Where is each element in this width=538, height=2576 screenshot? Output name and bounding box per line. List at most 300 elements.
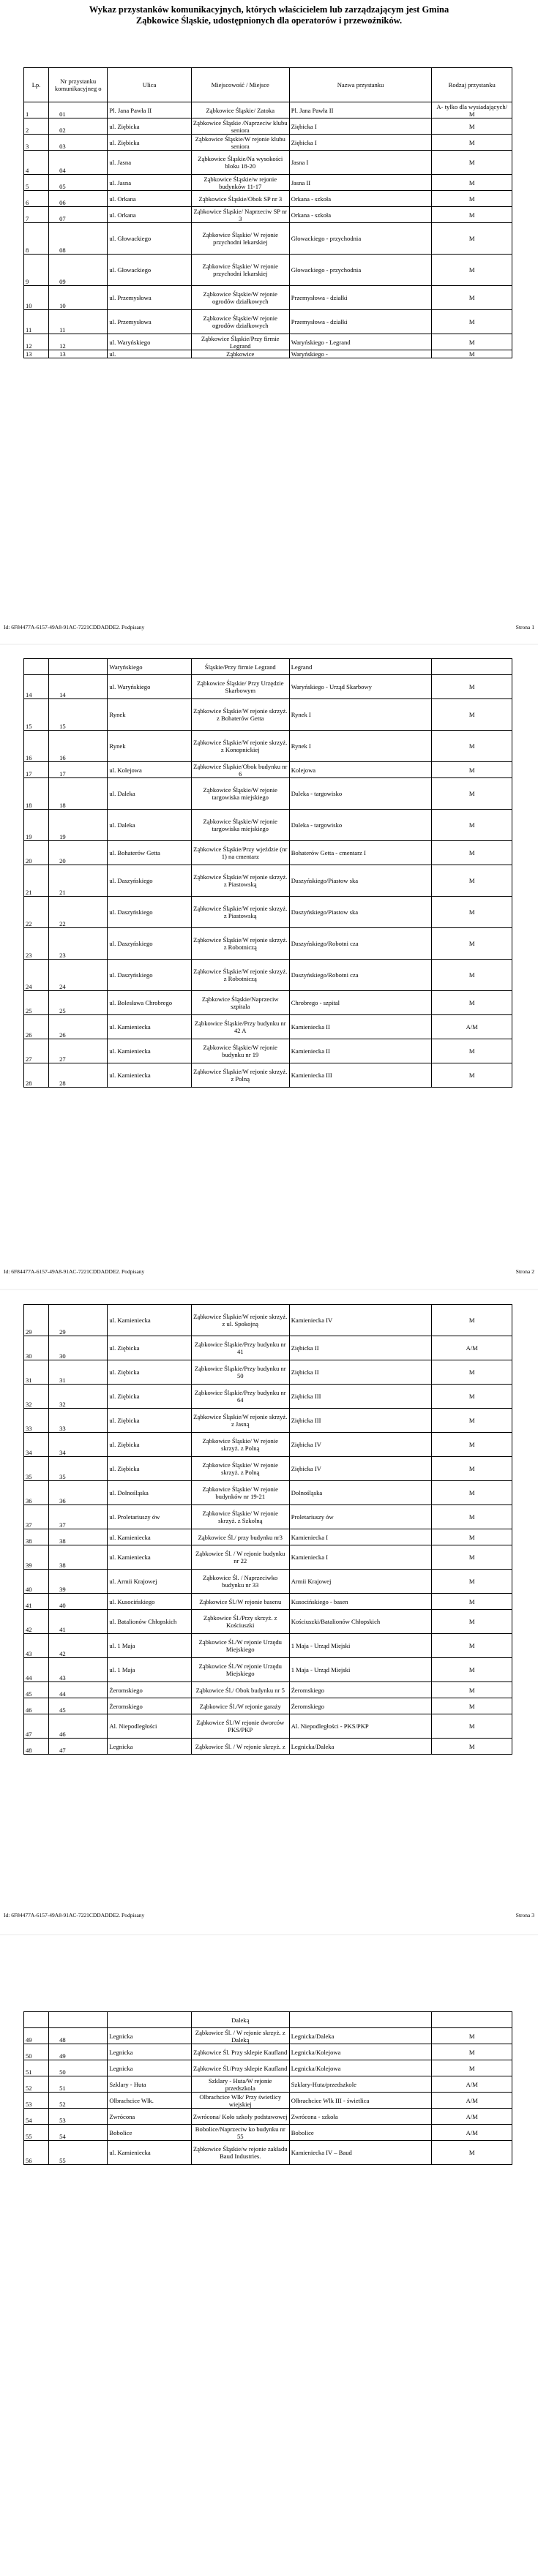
cell-stop-type: M xyxy=(432,255,512,286)
table-row xyxy=(24,1039,512,1063)
cell-stop-name: Chrobrego - szpital xyxy=(289,991,432,1015)
table-row xyxy=(24,928,512,960)
table-row xyxy=(24,2093,512,2109)
cell-location: Ząbkowice Śląskie/W rejonie skrzyż. z Piastowską xyxy=(191,865,289,897)
cell-stop-number: 53 xyxy=(49,2109,108,2125)
cell-stop-name: Ziębicka III xyxy=(289,1385,432,1409)
cell-location: Ząbkowice Śląskie/Naprzeciw szpitala xyxy=(191,991,289,1015)
cell-stop-number: 55 xyxy=(49,2141,108,2165)
cell-stop-name: Pl. Jana Pawła II xyxy=(289,102,432,118)
table-row xyxy=(24,1570,512,1594)
cell-stop-type: M xyxy=(432,1385,512,1409)
cell-stop-type: M xyxy=(432,675,512,699)
cell-stop-name: Szklary-Huta/przedszkole xyxy=(289,2076,432,2093)
table-row xyxy=(24,118,512,135)
cell-stop-number: 47 xyxy=(49,1739,108,1755)
cell-row-number: 53 xyxy=(24,2093,49,2109)
cell-stop-number: 06 xyxy=(49,191,108,207)
cell-street: Pl. Jana Pawła II xyxy=(108,102,191,118)
cell-location: Ząbkowice Śląskie/W rejonie targowiska miejskiego xyxy=(191,810,289,841)
cell-stop-number: 27 xyxy=(49,1039,108,1063)
title-line-1: Wykaz przystanków komunikacyjnych, których właścicielem lub zarządzającym jest Gmina xyxy=(89,4,449,15)
table-row xyxy=(24,255,512,286)
table-row xyxy=(24,2044,512,2060)
table-row xyxy=(24,699,512,731)
cell-stop-type: M xyxy=(432,1039,512,1063)
cell-stop-type: A/M xyxy=(432,2125,512,2141)
cell-stop-type: M xyxy=(432,2060,512,2076)
table-row xyxy=(24,135,512,151)
table-row xyxy=(24,1610,512,1634)
cell-stop-type: M xyxy=(432,1505,512,1529)
cell-row-number: 46 xyxy=(24,1698,49,1714)
cell-row-number: 52 xyxy=(24,2076,49,2093)
cell-stop-name: Kamieniecka II xyxy=(289,1015,432,1039)
cell-stop-name: Orkana - szkoła xyxy=(289,207,432,223)
cell-street: Szklary - Huta xyxy=(108,2076,191,2093)
cell-street: Żeromskiego xyxy=(108,1698,191,1714)
document-id: Id: 6F84477A-6157-49A8-91AC-7221CDDADDE2. Podpisany xyxy=(4,624,145,630)
cell-row-number: 16 xyxy=(24,731,49,762)
cell-stop-name: Głowackiego - przychodnia xyxy=(289,223,432,255)
cell-row-number: 19 xyxy=(24,810,49,841)
cell-row-number: 7 xyxy=(24,207,49,223)
cell-street: ul. Ziębicka xyxy=(108,1336,191,1360)
cell-row-number: 25 xyxy=(24,991,49,1015)
cell-street: ul. Proletariuszy ów xyxy=(108,1505,191,1529)
cell-stop-number: 08 xyxy=(49,223,108,255)
table-row xyxy=(24,1698,512,1714)
cell-stop-type: M xyxy=(432,699,512,731)
cell-location: Ząbkowice Śląskie/Przy budynku nr 41 xyxy=(191,1336,289,1360)
cell-stop-number: 09 xyxy=(49,255,108,286)
table-row xyxy=(24,865,512,897)
page-1 xyxy=(0,0,538,644)
cell-location: Ząbkowice Śląskie/ W rejonie przychodni lekarskiej xyxy=(191,255,289,286)
cell-stop-number: 02 xyxy=(49,118,108,135)
cell-stop-type: A/M xyxy=(432,1336,512,1360)
cell-stop-type: M xyxy=(432,1433,512,1457)
cell-location: Ząbkowice Śl./ Obok budynku nr 5 xyxy=(191,1682,289,1698)
table-row xyxy=(24,1433,512,1457)
table-row xyxy=(24,350,512,358)
cell-location: Ząbkowice Śląskie/ Zatoka xyxy=(191,102,289,118)
cell-stop-type: M xyxy=(432,1658,512,1682)
cell-stop-type xyxy=(432,2012,512,2028)
cell-location: Ząbkowice Śl. Przy sklepie Kaufland xyxy=(191,2044,289,2060)
stops-table-page-3 xyxy=(23,1304,512,1755)
table-row xyxy=(24,286,512,310)
cell-stop-name: Daszyńskiego/Robotni cza xyxy=(289,928,432,960)
cell-stop-name: Dolnośląska xyxy=(289,1481,432,1505)
cell-stop-name: 1 Maja - Urząd Miejski xyxy=(289,1634,432,1658)
cell-stop-name: Legnicka/Daleka xyxy=(289,2028,432,2044)
cell-stop-number: 30 xyxy=(49,1336,108,1360)
table-row xyxy=(24,2076,512,2093)
cell-stop-number: 48 xyxy=(49,2028,108,2044)
cell-stop-type: A/M xyxy=(432,2076,512,2093)
header-stop-number: Nr przystanku komunikacyjneg o xyxy=(49,68,108,102)
stops-table-page-1 xyxy=(23,67,512,358)
cell-row-number: 37 xyxy=(24,1505,49,1529)
cell-stop-type: M xyxy=(432,778,512,810)
cell-row-number: 6 xyxy=(24,191,49,207)
cell-location: Ząbkowice Śląskie/W rejonie skrzyż. z Konopnickiej xyxy=(191,731,289,762)
cell-row-number: 22 xyxy=(24,897,49,928)
cell-stop-number: 54 xyxy=(49,2125,108,2141)
cell-street: ul. Daszyńskiego xyxy=(108,960,191,991)
cell-location: Ząbkowice Śląskie/W rejonie skrzyż. z Polną xyxy=(191,1063,289,1088)
cell-row-number: 18 xyxy=(24,778,49,810)
page-footer xyxy=(4,1268,534,1275)
cell-location: Ząbkowice Śląskie/Przy budynku nr 50 xyxy=(191,1360,289,1385)
cell-stop-name: Kościuszki/Batalionów Chłopskich xyxy=(289,1610,432,1634)
cell-stop-name: 1 Maja - Urząd Miejski xyxy=(289,1658,432,1682)
cell-location: Ząbkowice Śląskie /Naprzeciw klubu seniora xyxy=(191,118,289,135)
cell-location: Ząbkowice Śl./Przy skrzyż. z Kościuszki xyxy=(191,1610,289,1634)
cell-row-number: 9 xyxy=(24,255,49,286)
table-row xyxy=(24,1545,512,1570)
cell-street: ul. Orkana xyxy=(108,191,191,207)
cell-stop-number: 38 xyxy=(49,1545,108,1570)
cell-street: Rynek xyxy=(108,731,191,762)
cell-street: Olbrachcice Wlk. xyxy=(108,2093,191,2109)
cell-row-number: 15 xyxy=(24,699,49,731)
table-row xyxy=(24,1505,512,1529)
cell-stop-name: Daszyńskiego/Piastow ska xyxy=(289,865,432,897)
header-stop-type: Rodzaj przystanku xyxy=(432,68,512,102)
cell-street: ul. Daszyńskiego xyxy=(108,897,191,928)
cell-stop-name: Kusocińskiego - basen xyxy=(289,1594,432,1610)
cell-stop-number: 24 xyxy=(49,960,108,991)
cell-location: Ząbkowice Śl. / Naprzeciwko budynku nr 33 xyxy=(191,1570,289,1594)
cell-row-number: 34 xyxy=(24,1433,49,1457)
cell-stop-name: Armii Krajowej xyxy=(289,1570,432,1594)
cell-row-number: 48 xyxy=(24,1739,49,1755)
cell-stop-type: M xyxy=(432,1409,512,1433)
cell-location: Ząbkowice Śląskie/W rejonie skrzyż. z Jasną xyxy=(191,1409,289,1433)
cell-row-number: 13 xyxy=(24,350,49,358)
table-row xyxy=(24,191,512,207)
cell-row-number: 20 xyxy=(24,841,49,865)
cell-stop-type: M xyxy=(432,841,512,865)
cell-stop-name: Żeromskiego xyxy=(289,1698,432,1714)
cell-location: Ząbkowice Śląskie/ W rejonie skrzyż. z Polną xyxy=(191,1433,289,1457)
cell-stop-name: Waryńskiego - Legrand xyxy=(289,334,432,350)
cell-row-number: 27 xyxy=(24,1039,49,1063)
cell-street: ul. Bohaterów Getta xyxy=(108,841,191,865)
cell-street: ul. Ziębicka xyxy=(108,1433,191,1457)
cell-row-number: 26 xyxy=(24,1015,49,1039)
cell-stop-name xyxy=(289,2012,432,2028)
cell-stop-number: 16 xyxy=(49,731,108,762)
cell-street: ul. Ziębicka xyxy=(108,1385,191,1409)
cell-stop-type: M xyxy=(432,928,512,960)
table-row xyxy=(24,1305,512,1336)
cell-location: Ząbkowice Śl./ przy budynku nr3 xyxy=(191,1529,289,1545)
cell-row-number: 2 xyxy=(24,118,49,135)
cell-street xyxy=(108,2012,191,2028)
cell-location: Ząbkowice Śląskie/W rejonie budynku nr 19 xyxy=(191,1039,289,1063)
cell-row-number: 28 xyxy=(24,1063,49,1088)
cell-stop-type: M xyxy=(432,1610,512,1634)
cell-stop-name: Kamieniecka III xyxy=(289,1063,432,1088)
cell-stop-number: 35 xyxy=(49,1457,108,1481)
cell-stop-name: Orkana - szkoła xyxy=(289,191,432,207)
cell-stop-number: 04 xyxy=(49,151,108,175)
cell-location: Ząbkowice Śląskie/W rejonie skrzyż. z Robotniczą xyxy=(191,928,289,960)
table-row xyxy=(24,1658,512,1682)
table-row xyxy=(24,2109,512,2125)
stops-table-page-2 xyxy=(23,658,512,1088)
cell-stop-type: M xyxy=(432,762,512,778)
cell-stop-number: 37 xyxy=(49,1505,108,1529)
page-4 xyxy=(0,1935,538,2576)
table-row xyxy=(24,731,512,762)
cell-stop-type: A/M xyxy=(432,2109,512,2125)
cell-location: Ząbkowice Śląskie/W rejonie targowiska miejskiego xyxy=(191,778,289,810)
cell-location: Ząbkowice Śląskie/w rejonie zakładu Baud Industries. xyxy=(191,2141,289,2165)
cell-row-number: 21 xyxy=(24,865,49,897)
cell-stop-type: M xyxy=(432,2028,512,2044)
cell-row-number: 11 xyxy=(24,310,49,334)
table-row xyxy=(24,1739,512,1755)
cell-location: Ząbkowice Śląskie/W rejonie skrzyż. z Piastowską xyxy=(191,897,289,928)
cell-street: ul. Dolnośląska xyxy=(108,1481,191,1505)
cell-stop-type: M xyxy=(432,1594,512,1610)
page-3 xyxy=(0,1290,538,1934)
cell-stop-number: 11 xyxy=(49,310,108,334)
cell-stop-name: Jasna I xyxy=(289,151,432,175)
table-row xyxy=(24,991,512,1015)
cell-location: Śląskie/Przy firmie Legrand xyxy=(191,659,289,675)
cell-street: ul. Bolesława Chrobrego xyxy=(108,991,191,1015)
cell-stop-name: Daleka - targowisko xyxy=(289,778,432,810)
cell-stop-type: M xyxy=(432,1682,512,1698)
cell-row-number: 54 xyxy=(24,2109,49,2125)
table-row xyxy=(24,1682,512,1698)
cell-stop-name: Ziębicka I xyxy=(289,135,432,151)
cell-stop-name: Ziębicka I xyxy=(289,118,432,135)
cell-stop-number: 39 xyxy=(49,1570,108,1594)
table-row xyxy=(24,334,512,350)
cell-stop-number: 03 xyxy=(49,135,108,151)
cell-stop-name: Legnicka/Kolejowa xyxy=(289,2044,432,2060)
cell-stop-number: 17 xyxy=(49,762,108,778)
cell-stop-name: Jasna II xyxy=(289,175,432,191)
cell-row-number: 1 xyxy=(24,102,49,118)
cell-stop-type: M xyxy=(432,1714,512,1739)
cell-row-number: 33 xyxy=(24,1409,49,1433)
cell-stop-number: 01 xyxy=(49,102,108,118)
table-row xyxy=(24,897,512,928)
cell-stop-type: M xyxy=(432,310,512,334)
cell-stop-number: 51 xyxy=(49,2076,108,2093)
cell-stop-name: Legnicka/Kolejowa xyxy=(289,2060,432,2076)
cell-stop-name: Kamieniecka II xyxy=(289,1039,432,1063)
cell-location: Daleką xyxy=(191,2012,289,2028)
cell-stop-number: 13 xyxy=(49,350,108,358)
cell-street: ul. Głowackiego xyxy=(108,223,191,255)
cell-stop-number: 23 xyxy=(49,928,108,960)
page-number: Strona 2 xyxy=(515,1268,534,1275)
cell-street: ul. Armii Krajowej xyxy=(108,1570,191,1594)
cell-location: Ząbkowice Śląskie/Przy firmie Legrand xyxy=(191,334,289,350)
cell-stop-type: M xyxy=(432,1545,512,1570)
cell-location: Ząbkowice Śląskie/Przy budynku nr 42 A xyxy=(191,1015,289,1039)
cell-street: Waryńskiego xyxy=(108,659,191,675)
cell-street: ul. Kamieniecka xyxy=(108,1063,191,1088)
cell-stop-name: Olbrachcice Wlk III - świetlica xyxy=(289,2093,432,2109)
table-row xyxy=(24,310,512,334)
cell-stop-type: M xyxy=(432,1481,512,1505)
cell-stop-number: 21 xyxy=(49,865,108,897)
cell-row-number: 51 xyxy=(24,2060,49,2076)
cell-location: Ząbkowice Śl./Przy sklepie Kaufland xyxy=(191,2060,289,2076)
cell-location: Ząbkowice Śląskie/ Przy Urzędzie Skarbowym xyxy=(191,675,289,699)
cell-location: Ząbkowice Śląskie/W rejonie ogrodów działkowych xyxy=(191,310,289,334)
page-number: Strona 3 xyxy=(515,1912,534,1918)
cell-location: Ząbkowice Śląskie/Przy wjeździe (nr 1) na cmentarz xyxy=(191,841,289,865)
document-id: Id: 6F84477A-6157-49A8-91AC-7221CDDADDE2. Podpisany xyxy=(4,1912,145,1918)
cell-stop-type: A/M xyxy=(432,2093,512,2109)
cell-stop-number xyxy=(49,659,108,675)
cell-location: Olbrachcice Wlk/ Przy świetlicy wiejskiej xyxy=(191,2093,289,2109)
cell-street: ul. 1 Maja xyxy=(108,1658,191,1682)
table-row xyxy=(24,2060,512,2076)
cell-stop-type: M xyxy=(432,991,512,1015)
cell-location: Ząbkowice Śląskie/ Naprzeciw SP nr 3 xyxy=(191,207,289,223)
cell-stop-name: Kamieniecka IV xyxy=(289,1305,432,1336)
cell-stop-number: 34 xyxy=(49,1433,108,1457)
cell-row-number: 56 xyxy=(24,2141,49,2165)
cell-stop-type: A/M xyxy=(432,1015,512,1039)
cell-stop-name: Głowackiego - przychodnia xyxy=(289,255,432,286)
cell-stop-number: 15 xyxy=(49,699,108,731)
table-row xyxy=(24,810,512,841)
cell-location: Ząbkowice Śl./W rejonie Urzędu Miejskiego xyxy=(191,1658,289,1682)
cell-location: Ząbkowice Śl. / W rejonie skrzyż. z Daleką xyxy=(191,2028,289,2044)
cell-street: ul. Waryńskiego xyxy=(108,334,191,350)
cell-location: Ząbkowice Śl. / W rejonie budynku nr 22 xyxy=(191,1545,289,1570)
cell-location: Ząbkowice Śl. / W rejonie skrzyż. z xyxy=(191,1739,289,1755)
cell-row-number: 24 xyxy=(24,960,49,991)
cell-street: ul. Kolejowa xyxy=(108,762,191,778)
table-row xyxy=(24,1015,512,1039)
cell-street: Al. Niepodległości xyxy=(108,1714,191,1739)
cell-stop-name: Zwrócona - szkoła xyxy=(289,2109,432,2125)
stops-table-page-4 xyxy=(23,2011,512,2165)
cell-row-number xyxy=(24,659,49,675)
cell-stop-name: Daszyńskiego/Piastow ska xyxy=(289,897,432,928)
cell-row-number: 55 xyxy=(24,2125,49,2141)
cell-location: Bobolice/Naprzeciw ko budynku nr 55 xyxy=(191,2125,289,2141)
cell-stop-type: M xyxy=(432,223,512,255)
cell-location: Ząbkowice Śląskie/Obok SP nr 3 xyxy=(191,191,289,207)
header-street: Ulica xyxy=(108,68,191,102)
cell-row-number: 30 xyxy=(24,1336,49,1360)
cell-row-number: 45 xyxy=(24,1682,49,1698)
cell-street: ul. xyxy=(108,350,191,358)
cell-stop-name: Ziębicka IV xyxy=(289,1433,432,1457)
cell-stop-type: M xyxy=(432,350,512,358)
cell-row-number: 40 xyxy=(24,1570,49,1594)
cell-stop-name: Ziębicka IV xyxy=(289,1457,432,1481)
table-row xyxy=(24,2028,512,2044)
table-row xyxy=(24,1409,512,1433)
table-row xyxy=(24,1360,512,1385)
cell-street: ul. Daleka xyxy=(108,810,191,841)
cell-street: ul. Daszyńskiego xyxy=(108,928,191,960)
cell-stop-type: M xyxy=(432,151,512,175)
cell-stop-type: M xyxy=(432,1529,512,1545)
cell-street: Legnicka xyxy=(108,2028,191,2044)
cell-stop-number: 20 xyxy=(49,841,108,865)
cell-location: Ząbkowice Śląskie/W rejonie klubu seniora xyxy=(191,135,289,151)
cell-stop-type: M xyxy=(432,865,512,897)
table-row xyxy=(24,207,512,223)
cell-location: Ząbkowice Śl./W rejonie Urzędu Miejskiego xyxy=(191,1634,289,1658)
cell-street: ul. Daszyńskiego xyxy=(108,865,191,897)
cell-stop-type: M xyxy=(432,1634,512,1658)
table-row xyxy=(24,1385,512,1409)
cell-stop-name: Bobolice xyxy=(289,2125,432,2141)
table-row xyxy=(24,960,512,991)
cell-location: Szklary - Huta/W rejonie przedszkola xyxy=(191,2076,289,2093)
cell-street: ul. Ziębicka xyxy=(108,1409,191,1433)
header-stop-name: Nazwa przystanku xyxy=(289,68,432,102)
cell-street: ul. 1 Maja xyxy=(108,1634,191,1658)
cell-stop-type: M xyxy=(432,1305,512,1336)
cell-stop-number: 07 xyxy=(49,207,108,223)
cell-street: ul. Kamieniecka xyxy=(108,1305,191,1336)
table-row xyxy=(24,841,512,865)
cell-stop-type: M xyxy=(432,118,512,135)
cell-location: Ząbkowice Śl./W rejonie basenu xyxy=(191,1594,289,1610)
cell-stop-number: 19 xyxy=(49,810,108,841)
cell-row-number: 3 xyxy=(24,135,49,151)
cell-row-number: 39 xyxy=(24,1545,49,1570)
cell-row-number: 32 xyxy=(24,1385,49,1409)
cell-row-number: 47 xyxy=(24,1714,49,1739)
table-row xyxy=(24,675,512,699)
table-row xyxy=(24,1529,512,1545)
cell-street: ul. Kamieniecka xyxy=(108,1015,191,1039)
cell-row-number: 17 xyxy=(24,762,49,778)
cell-street: ul. Kamieniecka xyxy=(108,2141,191,2165)
cell-stop-name: Ziębicka II xyxy=(289,1336,432,1360)
cell-stop-name: Waryńskiego - xyxy=(289,350,432,358)
cell-stop-type: M xyxy=(432,334,512,350)
cell-stop-number: 50 xyxy=(49,2060,108,2076)
cell-location: Ząbkowice Śląskie/ W rejonie przychodni lekarskiej xyxy=(191,223,289,255)
table-row xyxy=(24,1634,512,1658)
cell-stop-number: 05 xyxy=(49,175,108,191)
cell-row-number: 38 xyxy=(24,1529,49,1545)
cell-stop-type: M xyxy=(432,1739,512,1755)
cell-stop-name: Rynek I xyxy=(289,699,432,731)
cell-stop-number: 45 xyxy=(49,1698,108,1714)
cell-street: Bobolice xyxy=(108,2125,191,2141)
cell-stop-name: Ziębicka II xyxy=(289,1360,432,1385)
cell-street: ul. Waryńskiego xyxy=(108,675,191,699)
cell-row-number: 31 xyxy=(24,1360,49,1385)
cell-stop-number: 28 xyxy=(49,1063,108,1088)
cell-stop-type: M xyxy=(432,286,512,310)
cell-location: Ząbkowice xyxy=(191,350,289,358)
table-row xyxy=(24,2141,512,2165)
cell-stop-name: Daleka - targowisko xyxy=(289,810,432,841)
